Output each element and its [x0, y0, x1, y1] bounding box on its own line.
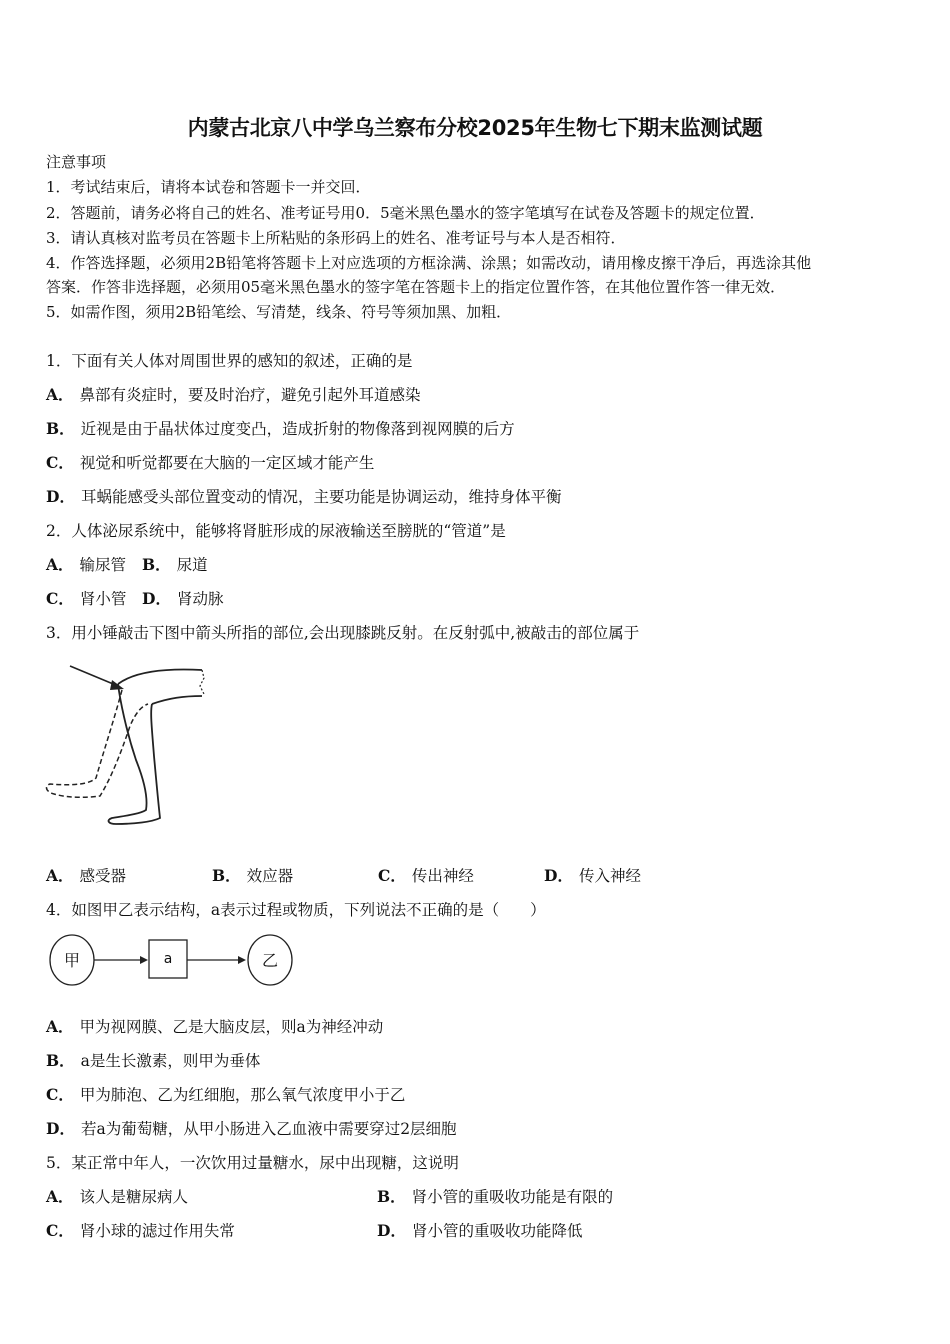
- notice-item: 3．请认真核对监考员在答题卡上所粘贴的条形码上的姓名、准考证号与本人是否相符．: [46, 229, 626, 247]
- option-text: 尿道: [176, 556, 208, 574]
- option-text: 近视是由于晶状体过度变凸，造成折射的物像落到视网膜的后方: [80, 420, 515, 438]
- option-text: 传出神经: [411, 867, 474, 885]
- question-5-option-d[interactable]: [377, 1221, 582, 1241]
- notice-item: 1．考试结束后，请将本试卷和答题卡一并交回．: [46, 178, 371, 196]
- option-label: B．: [46, 419, 75, 438]
- notice-item: 5．如需作图，须用2B铅笔绘、写清楚，线条、符号等须加黑、加粗．: [46, 303, 512, 321]
- question-2-options-row-2: [46, 589, 223, 609]
- option-label: D．: [142, 589, 171, 608]
- question-4-option-d[interactable]: [46, 1119, 457, 1139]
- option-label: C．: [378, 866, 406, 885]
- question-4-option-a[interactable]: [46, 1017, 383, 1037]
- thigh-top-outline: [118, 670, 202, 684]
- option-text: 视觉和听觉都要在大脑的一定区域才能产生: [79, 454, 375, 472]
- option-text: 感受器: [79, 867, 127, 885]
- option-label: C．: [46, 1085, 74, 1104]
- question-3-option-b[interactable]: [212, 866, 378, 886]
- option-label: B．: [212, 866, 241, 885]
- option-label: D．: [544, 866, 573, 885]
- option-text: 甲为肺泡、乙为红细胞，那么氧气浓度甲小于乙: [79, 1086, 406, 1104]
- option-text: 肾小管: [79, 590, 127, 608]
- question-2-option-d[interactable]: [142, 589, 223, 609]
- process-a-label: a: [163, 951, 173, 967]
- question-5-option-a[interactable]: [46, 1187, 377, 1207]
- question-4-option-b[interactable]: [46, 1051, 260, 1071]
- option-label: A．: [46, 1017, 74, 1036]
- notice-heading: 注意事项: [46, 153, 107, 171]
- question-1-option-d[interactable]: [46, 487, 561, 507]
- question-3-option-a[interactable]: [46, 866, 212, 886]
- option-label: B．: [46, 1051, 75, 1070]
- question-5-option-c[interactable]: [46, 1221, 377, 1241]
- thigh-bottom-outline: [152, 696, 202, 704]
- question-5-stem: 5．某正常中年人，一次饮用过量糖水，尿中出现糖，这说明: [46, 1154, 459, 1172]
- structure-yi-label: 乙: [261, 951, 279, 970]
- question-3-stem: 3．用小锤敲击下图中箭头所指的部位,会出现膝跳反射。在反射弧中,被敲击的部位属于: [46, 624, 640, 642]
- question-1-stem: 1．下面有关人体对周围世界的感知的叙述，正确的是: [46, 352, 413, 370]
- question-2-option-b[interactable]: [142, 555, 208, 575]
- question-2-option-a[interactable]: [46, 555, 142, 575]
- thigh-cut-line: [200, 670, 204, 694]
- question-2-options-row-1: [46, 555, 208, 575]
- knee-reflex-figure: [44, 660, 214, 830]
- notice-item: 4．作答选择题，必须用2B铅笔将答题卡上对应选项的方框涂满、涂黑；如需改动，请用橡皮擦干净后，再选涂其他: [46, 254, 812, 272]
- option-label: C．: [46, 589, 74, 608]
- option-label: D．: [377, 1221, 406, 1240]
- lower-leg-dashed: [47, 690, 148, 797]
- option-label: B．: [377, 1187, 406, 1206]
- option-text: 效应器: [246, 867, 294, 885]
- question-4-stem: 4．如图甲乙表示结构，a表示过程或物质，下列说法不正确的是（ ）: [46, 901, 546, 919]
- option-label: C．: [46, 1221, 74, 1240]
- option-label: D．: [46, 1119, 75, 1138]
- question-5-options-row-2: [46, 1221, 582, 1241]
- option-label: A．: [46, 555, 74, 574]
- question-1-option-b[interactable]: [46, 419, 515, 439]
- option-text: 肾动脉: [176, 590, 224, 608]
- option-text: 传入神经: [578, 867, 641, 885]
- question-2-option-c[interactable]: [46, 589, 142, 609]
- question-4-option-c[interactable]: [46, 1085, 405, 1105]
- option-text: 该人是糖尿病人: [79, 1188, 189, 1206]
- question-3-option-c[interactable]: [378, 866, 544, 886]
- option-text: 鼻部有炎症时，要及时治疗，避免引起外耳道感染: [79, 386, 421, 404]
- page-title: 内蒙古北京八中学乌兰察布分校2025年生物七下期末监测试题: [187, 116, 763, 140]
- option-text: 肾小管的重吸收功能降低: [411, 1222, 583, 1240]
- option-text: 若a为葡萄糖，从甲小肠进入乙血液中需要穿过2层细胞: [80, 1120, 457, 1138]
- question-5-options-row-1: [46, 1187, 613, 1207]
- question-3-options-row: [46, 866, 641, 886]
- option-label: A．: [46, 866, 74, 885]
- option-label: C．: [46, 453, 74, 472]
- question-3-option-d[interactable]: [544, 866, 641, 886]
- question-1-option-c[interactable]: [46, 453, 374, 473]
- option-text: 甲为视网膜、乙是大脑皮层，则a为神经冲动: [79, 1018, 384, 1036]
- arrow-line: [70, 666, 118, 686]
- question-2-stem: 2．人体泌尿系统中，能够将肾脏形成的尿液输送至膀胱的“管道”是: [46, 522, 506, 540]
- option-text: 肾小球的滤过作用失常: [79, 1222, 235, 1240]
- option-text: 输尿管: [79, 556, 127, 574]
- option-label: B．: [142, 555, 171, 574]
- question-5-option-b[interactable]: [377, 1187, 613, 1207]
- option-label: A．: [46, 385, 74, 404]
- structure-jia-label: 甲: [63, 951, 81, 970]
- option-text: a是生长激素，则甲为垂体: [80, 1052, 261, 1070]
- notice-item: 答案．作答非选择题，必须用05毫米黑色墨水的签字笔在答题卡上的指定位置作答，在其他位置作答一律无效．: [46, 278, 786, 296]
- structure-flow-diagram: [44, 930, 304, 992]
- option-text: 肾小管的重吸收功能是有限的: [411, 1188, 614, 1206]
- flow-arrow-1-head-icon: [140, 956, 148, 964]
- option-text: 耳蜗能感受头部位置变动的情况，主要功能是协调运动，维持身体平衡: [80, 488, 562, 506]
- option-label: A．: [46, 1187, 74, 1206]
- option-label: D．: [46, 487, 75, 506]
- notice-item: 2．答题前，请务必将自己的姓名、准考证号用0．5毫米黑色墨水的签字笔填写在试卷及答题卡的规定位置．: [46, 204, 765, 222]
- lower-leg-solid: [109, 684, 160, 824]
- question-1-option-a[interactable]: [46, 385, 421, 405]
- flow-arrow-2-head-icon: [238, 956, 246, 964]
